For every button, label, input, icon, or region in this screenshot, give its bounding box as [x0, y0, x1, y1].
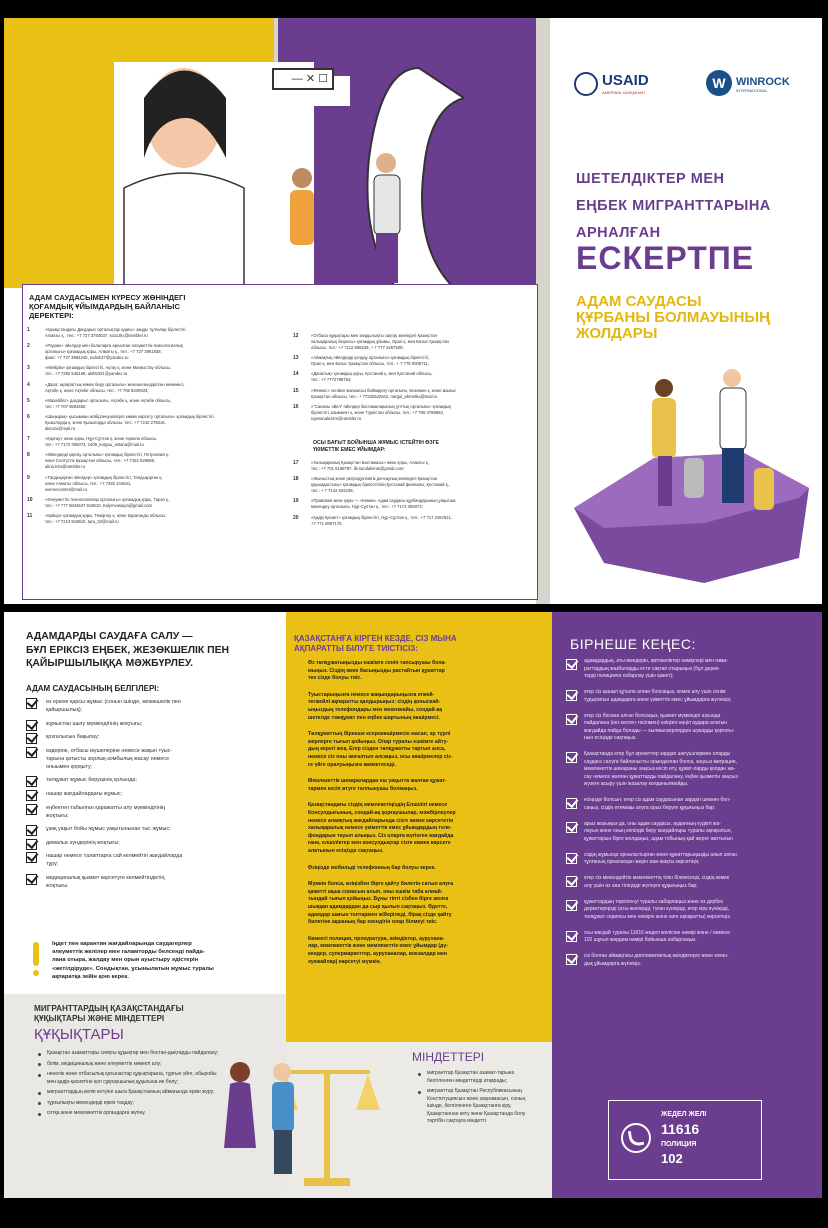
org-line: және Солтүстік Қазақстан облысы, тел.: +7 7152 529886, [45, 458, 156, 464]
ngo-title-line: ОСЫ БАҒЫТ БОЙЫНША ЖҰМЫС ІСТЕЙТІН ӨЗГЕ [313, 440, 439, 446]
org-number: 18 [293, 476, 299, 483]
tips-title: БІРНЕШЕ КЕҢЕС: [570, 636, 696, 652]
rights-list [38, 1050, 226, 1121]
paragraph-line: әуежайлар) көрсетуі мүмкін. [308, 958, 382, 965]
org-line: «Шаңырақ» қысымнан жәбірленушілерге көмек көрсету орталығы» қоғамдық бірлестігі, [45, 414, 215, 419]
org-line: және Алматы облысы, тел.: +7 7282 244631, [45, 480, 132, 486]
middle-title-line: ҚАЗАҚСТАНҒА КІРГЕН КЕЗДЕ, СІЗ МЫНА [294, 634, 457, 643]
sign-text [46, 747, 172, 771]
org-text [311, 355, 429, 367]
org-line: ngosanaleszm@rambler.ru [311, 415, 362, 421]
paragraph-line: Көмекті полиция, прокуратура, әкімдіктер, аурухана- [308, 935, 445, 942]
tip-line: саңыз, сіздің өтемақы алуға арыз беруге құқығыңыз бар; [584, 804, 716, 811]
paragraph-line: тегжейлі ақпаратты қалдырыңыз: сіздің қоныскай- [308, 699, 441, 706]
org-text [45, 436, 157, 448]
paragraph-line: ыңыздың телефондары мен мекенжайы, сондай-ақ [308, 706, 442, 713]
checkbox-icon [566, 876, 577, 887]
checkbox-icon [26, 790, 37, 801]
sign-line: тарына қатысты зорлық-зомбылық жасау немесе [46, 755, 169, 762]
tip-line: лауын және оның кепілдік беру жағдайлары туралы ақпаратын, [584, 828, 732, 834]
main-title-line: БҰЛ ЕРІКСІЗ ЕҢБЕК, ЖЕЗӨКШЕЛІК ПЕН [26, 644, 230, 656]
org-line: халықаралық бюросы» қоғамдық ұйымы, Орал қ. мен Батыс Қазақстан [311, 339, 449, 344]
paragraph-line: шетелде тәжқұжат пен еңбек шартының көшірмесі. [308, 714, 440, 721]
org-text [311, 371, 433, 383]
winrock-logo [706, 70, 806, 100]
org-text [45, 382, 185, 394]
paragraph-line: Мемлекеттік шекаралардан еш уақытта жалған құжат- [308, 778, 447, 785]
sign-line: қозғалысын бақылау; [46, 734, 100, 741]
checkbox-icon [26, 852, 37, 863]
org-line: «Талдықорған әйелдер» қоғамдық бірлестігі, Талдықорған қ. [45, 474, 163, 480]
people-scales-illustration [204, 1050, 384, 1198]
paragraph-line: билетіне ақшаның бар екендігін олар білмеуі тиіс. [308, 919, 438, 926]
org-line: «Жыныстық және репродуктивтік денсаулық жөніндегі Қазақстан [311, 476, 438, 482]
paragraph-line: адамдар шағын топтармен жіберіледі, бірақ сізде қайту [308, 911, 452, 918]
tip-line: деректеріңізді (аты-жөніңізді, туған күніңізді, егер кіру күніңізді, [584, 906, 730, 912]
checkbox-icon [566, 752, 577, 763]
org-line: тел.: +7 7172 306073, 1409_korgau_astana@mail.ru [45, 442, 144, 448]
main-title [26, 630, 229, 671]
winrock-subtitle: INTERNATIONAL [736, 88, 768, 93]
tip-line: пайдалана (кез келген тәсілмен) өзіңізге көңіл аудара алатын [584, 720, 728, 726]
subtitle-line: АДАМ САУДАСЫ [576, 293, 702, 310]
checkbox-icon [566, 853, 577, 864]
tip-text [584, 713, 734, 743]
checkbox-icon [26, 874, 37, 885]
tip-line: жүзеге асыру үшін жазалау колданылмайды. [584, 781, 689, 787]
warning-line: Іңдет пен карантин жағдайларында саудагерлер [52, 941, 192, 947]
tip-line: егер сіз қашып құтыла алған болсаңыз, кемек алу үшін сенім [584, 689, 726, 695]
list-item: білім, медициналық және әлеуметтік көмекті алу; [38, 1061, 226, 1069]
checkbox-icon [566, 714, 577, 725]
sign-line: медициналық қызмет көрсетуге келмейтіндіктің [46, 875, 165, 881]
org-line: «Аймақтық әйелдерді қолдау орталығы» қоғамдық бірлестігі, [311, 355, 430, 361]
sign-text [46, 698, 181, 714]
org-number: 19 [293, 498, 299, 505]
headline-line: ШЕТЕЛДІКТЕР МЕН [576, 171, 725, 187]
middle-title-line: АҚПАРАТТЫ БІЛУГЕ ТИІСТІСІЗ: [294, 643, 418, 653]
paragraph-line: тек сізде болуы тиіс. [308, 675, 362, 682]
paragraph-line: лар, мемлекеттік және мемлекеттік емес ұйымдар (дү- [308, 943, 448, 950]
exclamation-icon [30, 942, 42, 978]
org-line: alina.trim@rambler.ru [45, 464, 86, 470]
tip-line: дық ұйымдарға жүгініңіз. [584, 960, 642, 967]
warning-line: «жетілдіруде». Сондықтан, ұсынылатын жұмыс туралы [52, 965, 214, 972]
org-text [45, 414, 215, 432]
sign-line: демалыс күндерінің жоқтығы; [46, 839, 120, 846]
tip-line: мемлекеттік шекараны заңсыз кесіп өту, құжат-ларды қолдан жа- [584, 766, 736, 772]
contacts-title-line: ҚОҒАМДЫҚ ҰЙЫМДАРДЫҢ БАЙЛАНЫС [29, 302, 180, 311]
tip-text [584, 930, 730, 945]
org-number: 10 [27, 496, 33, 503]
paragraph-line: қажетті ақша сомасын алып, оны ешкім таба алмай- [308, 888, 443, 895]
paragraph-line: ге үйге оралуыңызға көмектеседі. [308, 761, 396, 768]
tip-text [584, 821, 733, 844]
main-title-line: ҚАЙЫРШЫЛЫҚҚА МӘЖБҮРЛЕУ. [26, 658, 193, 669]
org-number: 2 [27, 343, 30, 350]
org-text [45, 497, 170, 509]
org-line: «"Саналы әйел" әйелдер бастамаларының ұлттық орталығы» қоғамдық [311, 403, 451, 409]
sign-text [46, 852, 182, 868]
org-text [311, 476, 450, 494]
org-number: 5 [27, 397, 30, 404]
paragraph-line: Мүмкін болса, өзіңізбен бірге қайту билетін сатып алуға [308, 881, 454, 888]
sign-text [46, 874, 164, 890]
org-line: облысы, тел.: +7 7112 508229, + 7 777 2467500; [311, 345, 404, 350]
rights-heading-line: МИГРАНТТАРДЫҢ ҚАЗАҚСТАНДАҒЫ [34, 1004, 184, 1013]
org-number: 20 [293, 514, 299, 521]
org-line: «Родник» әйелдер мен балаларға арналған әлеуметтік-психологиялық [45, 343, 183, 349]
sign-text [46, 720, 142, 728]
paragraph-line: фондарын тауып алыңыз. Сіз оларға жүгінген жағдайда [308, 832, 454, 839]
paragraph-line: ғана, елшіліктер мен консулдықтар сізге көмек көрсете [308, 840, 451, 847]
rights-heading [34, 1004, 184, 1024]
contacts-title [29, 293, 185, 320]
info-paragraph [308, 865, 436, 873]
list-item: мигранттар Қазақстан Республикасының Конституциясын және заңнамасын, соның ішінде, белгіленген Қазақстанға кіру, Қазақстаннан кету және Қазақстанда болу тәртібін сақтауға міндетті. [418, 1088, 540, 1126]
tip-line: адамдардың, аты-жөндерін, автокөліктер нөмірлері мен ғима- [584, 658, 728, 664]
cover-subtitle [576, 294, 770, 342]
usaid-subtitle: АМЕРИКА ХАЛҚЫНАН [602, 90, 645, 95]
ngo-title [313, 440, 439, 454]
org-line: Ақтөбе қ. және Ақтөбе облысы, тел.: +7 705 8200933; [45, 387, 149, 393]
sign-line: қайыршылық); [46, 707, 83, 713]
checkbox-icon [566, 900, 577, 911]
org-number: 1 [27, 327, 30, 333]
org-number: 15 [293, 387, 299, 394]
duties-list [418, 1070, 540, 1129]
org-line: «Отбасы құқықтары мен заңдылықты сақтау жөніндегі Қазақстан [311, 333, 437, 338]
tip-text [584, 797, 731, 812]
hotline-number: 11616 [661, 1121, 700, 1137]
checkbox-icon [26, 825, 37, 836]
tip-line: құжаттардың тәркіленуі туралы хабарлаңыз және өз дербес [584, 898, 724, 905]
brochure-inner-side [4, 612, 822, 1198]
sign-text [46, 733, 99, 741]
org-line: Орал қ. мен Батыс Қазақстан облысы, тел.: + 7 778 0008711; [311, 361, 429, 367]
winrock-wordmark: WINROCK [736, 76, 790, 88]
org-line: «Қадір Қасиет» қоғамдық бірлестігі, Нұр-Сұлтан қ., тел.: +7 717 2457621, [311, 514, 453, 520]
tip-line: сау немесе жалған құжаттарды пайдалану, еңбек қызметін заңсыз [584, 773, 738, 780]
tip-line: тудыратын адамдарға және үкіметтік емес ұйымдарға жүгініңіз; [584, 696, 732, 703]
cover-title: ЕСКЕРТПЕ [576, 240, 755, 276]
tip-line: жағдайда пайда болады — кылмыскерлерден шукарды қорғаты- [584, 727, 735, 734]
org-number: 13 [293, 355, 299, 362]
sign-line: нашар немесе талаптарға сай келмейтін жағдайларда [46, 853, 183, 860]
tip-text [584, 689, 731, 704]
tip-text [584, 658, 728, 681]
headline-line: АРНАЛҒАН [576, 225, 661, 241]
police-label: ПОЛИЦИЯ [661, 1141, 697, 1148]
org-number: 9 [27, 474, 30, 481]
org-line: «Мейірім» қоғамдық бірлестігі, Ақтау қ. және Маңғыстау облысы, [45, 365, 172, 371]
signs-title: АДАМ САУДАСЫНЫҢ БЕЛГІЛЕРІ: [26, 684, 160, 693]
org-text [311, 498, 456, 510]
org-number: 4 [27, 381, 30, 388]
org-number: 6 [27, 414, 30, 420]
rights-title: ҚҰҚЫҚТАРЫ [34, 1026, 124, 1043]
org-line: «Махаббат» дағдарыс орталығы, Ақтөбе қ. және Ақтөбе облысы, [45, 397, 172, 403]
org-number: 17 [293, 460, 299, 466]
checkbox-icon [26, 720, 37, 731]
paragraph-line: немесе сіз оны жоғалтып алсаңыз, осы көшірмелер сіз- [308, 753, 453, 760]
usaid-seal-icon [574, 72, 598, 96]
org-line: +7 771 9997170. [311, 520, 343, 526]
headline-line: ЕҢБЕК МИГРАНТТАРЫНА [576, 198, 771, 214]
org-line: «Феникс» сенімге жағымсыз бейімделу орталығы, Өскемен қ. және Шығыс [311, 387, 457, 393]
paragraph-line: Қазақстандағы сіздің мемлекетіңіздің Елшілігі немесе [308, 802, 448, 809]
org-line: «Әйелдерді қорғау орталығы» қоғамдық бірлестігі, Петропавл қ. [45, 452, 170, 458]
org-number: 16 [293, 403, 299, 410]
rights-heading-line: ҚҰҚЫҚТАРЫ ЖӘНЕ МІНДЕТТЕРІ [34, 1014, 165, 1023]
hotline-label: ЖЕДЕЛ ЖЕЛІ [661, 1111, 707, 1118]
paragraph-line: алатынын есіңізде сақтаңыз. [308, 847, 384, 854]
org-number: 11 [27, 513, 33, 519]
list-item: Қазақстан азаматтары сияқты құқықтар мен бостан-дықтарды пайдалану; [38, 1050, 226, 1058]
tip-line: терді полицияға хабарлау үшін қажет); [584, 673, 674, 679]
checkbox-icon [566, 690, 577, 701]
tip-text [584, 899, 731, 922]
contacts-title-line: ДЕРЕКТЕРІ: [29, 311, 74, 320]
tip-line: құжаттарын бірге жолдаңыз, адам тобының қай жерге жаттығын [584, 835, 733, 842]
warning-text [52, 940, 214, 981]
tip-line: Қазақстанда егер бұл әрекеттер зардап шегушілермен оларды [584, 751, 731, 757]
sign-text [46, 790, 122, 798]
hotline-box [608, 1100, 762, 1180]
paragraph-line: тындай тығып қойыңыз. Бұны тіпті сізбен бірге жолға [308, 896, 449, 903]
sign-line: өздеріне, отбасы мүшелеріне немесе жақын туыс- [46, 747, 173, 754]
info-paragraph [308, 731, 452, 769]
tip-line: сіздің жұмысқа орналастырған және құжаттарыңызды алып алған [584, 851, 737, 858]
list-item: мигранттардың келіп кетуіне шыға Қазақстанның аймағында еркін жүру; [38, 1089, 226, 1097]
org-line: womencenter@mail.ru [45, 486, 87, 492]
list-item: ненелік және отбасылық қатынастар құқықтарына, тұрғын үйге, абыройы мен қадір-қасиетіне қол сұқпаушылық құқығына ие болу; [38, 1071, 226, 1086]
cover-headline [576, 166, 771, 247]
org-number: 8 [27, 452, 30, 459]
list-item: мигранттар Қазақстан азамат-тарына белгіленген міндеттерді атқарады; [418, 1070, 540, 1085]
sign-line: жоқтығы. [46, 883, 69, 889]
middle-title [294, 634, 457, 653]
phone-icon [621, 1123, 651, 1153]
usaid-logo [574, 70, 664, 100]
info-paragraph [308, 881, 453, 927]
org-line: Қызылорда қ. және Қызылорда облысы, тел.: +7 7242 278316, [45, 420, 166, 425]
org-line: «Даналық» қоғамдық қоры, Қостанай қ. мен Қостанай облысы, [311, 371, 433, 377]
checkbox-icon [26, 839, 37, 850]
usaid-wordmark: USAID [602, 72, 649, 89]
tip-line: тұлғаның орналасқан жерін жан-жақты көрсетіңіз; [584, 859, 700, 865]
list-item: тұрғылықты мекендерді еркін таңдау; [38, 1100, 226, 1108]
info-paragraph [308, 778, 446, 793]
org-line: «Правовая жеке қоры — «Кемек» Адам саудасы құрбандарының уақытша [311, 498, 456, 504]
org-number: 3 [27, 365, 30, 372]
paragraph-line: Туыстарыңызға немесе жақындарыңызға егжей- [308, 691, 435, 698]
tip-text [584, 953, 729, 968]
checkbox-icon [26, 698, 37, 709]
info-paragraph [308, 660, 446, 683]
org-line: тел.: +7 707 9863460; [45, 403, 87, 409]
org-line: «Халықаралық Қазақстан Бастамасы» жеке қоры, Алматы қ., [311, 460, 430, 465]
warning-line: лана отыра, жалдау мен орын ауыстыру әдістерін [52, 957, 199, 964]
org-line: «Қазақстандағы Дағдарыс орталықтар одағы» заңды тұлғалар бірлестігі. [45, 327, 187, 332]
checkbox-icon [566, 954, 577, 965]
subtitle-line: ЖОЛДАРЫ [576, 325, 658, 342]
sign-line: нашар жағдайлардағы жұмыс; [46, 791, 123, 797]
sign-text [46, 776, 137, 784]
checkbox-icon [26, 804, 37, 815]
tip-line: алу үшін өз ана тіліңізде жүгінуге құқығыңыз бар; [584, 882, 698, 889]
paragraph-line: жерлерге тығып қойыңыз. Олар туралы ешкімге айту- [308, 738, 449, 745]
brochure-outer-side [4, 18, 822, 604]
sign-text [46, 839, 120, 847]
checkbox-icon [26, 747, 37, 758]
checkbox-icon [566, 931, 577, 942]
subtitle-line: ҚҰРБАНЫ БОЛМАУЫНЫҢ [576, 309, 770, 326]
org-number: 12 [293, 333, 299, 339]
sign-text [46, 804, 165, 820]
paragraph-line: Консулдығының, сондай-ақ қорғаушылар, мәжбірлеулер [308, 809, 456, 816]
org-text [45, 475, 162, 493]
sign-line: жұмыстан шығу мүмкіндігінің жоқтығы; [46, 720, 143, 727]
org-line: тел.: +7 7772788754; [311, 377, 352, 383]
org-line: тел.: + 7 7142 532235; [311, 488, 354, 494]
winrock-w-icon: W [706, 70, 732, 96]
map-travelers-illustration [564, 358, 814, 588]
paragraph-line: тармен кесіп өтуге талпынушы болмаңыз. [308, 785, 418, 792]
warning-line: әлеуметтік желілер мен галамторды белсенді пайда- [52, 949, 205, 956]
tip-line: егер сіз мекендейтін мемлекеттің тілін білмесеңіз, сіздің көмек [584, 875, 730, 881]
paragraph-line: Төлқұжаттың бірнеше ксерокөшірмесін жасап, әр түрлі [308, 731, 451, 738]
checkbox-icon [26, 776, 37, 787]
call-center-illustration [24, 38, 464, 288]
sign-line: оныымен қорқыту; [46, 763, 93, 770]
org-line: «Әлеуметтік технологиялар орталығы» қоғамдық қоры, Тараз қ., [45, 496, 171, 502]
org-line: бірлестігі, Шымкент қ. және Түркістан облысы, тел.: +7 708 4789663, [311, 409, 444, 415]
tip-text [584, 852, 737, 867]
tip-line: төлқұжат сериясы мен нөмірін және өзге ақпаратты) көрсетіңіз. [584, 913, 731, 920]
paragraph-line: шыққан адамдардан да сыр қылып сақтаңыз. Әдетте, [308, 903, 448, 910]
org-line: тел.: +7 701 5168787, ilk.sundalients@gmail.com; [311, 466, 405, 471]
info-paragraph [308, 802, 456, 855]
org-line: «Қайыр» қоғамдық қоры, Теміртау қ. және Қарағанды облысы, [45, 513, 167, 518]
org-text [45, 343, 183, 361]
tip-line: осы жағдай туралы 11616 жедел желісіне нөмірі және / немесе [584, 929, 730, 936]
paragraph-line: немесе алаяқтық жағдайларында сізге көмек көрсететін [308, 817, 454, 824]
org-text [311, 388, 456, 400]
sign-line: төлқұжат жұмыс берушінің қолында; [46, 777, 137, 784]
sign-text [46, 825, 171, 833]
org-line: «Дара: ақпараттық көмек беру орталығы» жекешелендірілген мекемесі, [45, 381, 185, 387]
sign-line: жоқтығы; [46, 812, 69, 819]
tip-text [584, 875, 729, 890]
sign-line: тұру; [46, 861, 59, 868]
checkbox-icon [566, 798, 577, 809]
sign-line: ұзақ уақыт бойы жұмыс уақытынынан тыс жұмыс; [46, 826, 171, 833]
tip-line: есіңізде болсын: егер сіз адам саудасынан зардап шеккен бол- [584, 797, 731, 803]
org-text [45, 398, 171, 410]
tip-line: раттардың жазбаларды есте сақтап отырыңыз (бұл дерек- [584, 665, 720, 672]
contacts-box [22, 284, 538, 600]
contacts-title-line: АДАМ САУДАСЫМЕН КҮРЕСУ ЖӨНІНДЕГІ [29, 293, 186, 302]
org-text [311, 333, 449, 351]
org-line: қауымдастығы» қоғамдық бірлестігінің Қостанай филиалы, Қостанай қ., [311, 482, 450, 488]
main-title-line: АДАМДАРДЫ САУДАҒА САЛУ — [26, 631, 193, 642]
org-line: aksuzu@mail.ru [45, 426, 76, 431]
org-text [311, 460, 430, 472]
org-line: мекендеу орталығы, Нұр-Сұлтан қ., тел.: +7 7172 306073; [311, 504, 423, 510]
paragraph-line: дың керегі жоқ. Егер сізден төлқұжатты тартып алса, [308, 746, 446, 753]
tip-line: саудаға салуға байланысты орындалған болса, заңсыз миграция, [584, 758, 737, 765]
org-number: 7 [27, 436, 30, 443]
paragraph-line: Өз төлқұжатыңызды ешкімге сеніп тапсырушы бола- [308, 660, 447, 666]
list-item: сотқа және мемлекеттік органдарға жүгіну. [38, 1110, 226, 1118]
org-line: Қазақстан облысы, тел.: + 77232522942, nargul_ahmetka@mail.ru [311, 393, 438, 399]
tip-line: сіз болған аймақтағы дипломатиялық өкілдіктерге және коған- [584, 953, 729, 959]
tip-line: нын есіңізде сақтаңыз. [584, 735, 637, 741]
sign-line: өз еркіне қарсы жұмыс (сонын ішінде, жезөкшелік пен [46, 699, 181, 705]
ngo-title-line: ҮКІМЕТТІК ЕМЕС ҰЙЫМДАР: [313, 447, 386, 453]
checkbox-icon [566, 659, 577, 670]
paragraph-line: мыңыз. Сіздің жеке басыңызды растайтын құжаттар [308, 667, 445, 674]
org-text [45, 365, 171, 377]
info-paragraph [308, 692, 442, 722]
org-text [311, 404, 451, 422]
org-text [45, 513, 166, 525]
org-line: тел.: +7 777 6844647 919610, Kalymvasaiya@gmail.com [45, 502, 153, 508]
org-text [311, 515, 452, 527]
info-paragraph [308, 936, 448, 966]
org-line: Алматы қ., тел.: +7 727 3764037, sozuzkc@rambler.ru [45, 333, 148, 338]
org-text [45, 327, 187, 339]
org-line: факс: +7 727 3964240, rodnik27@yandex.ru [45, 355, 129, 361]
checkbox-icon [566, 822, 577, 833]
checkbox-icon [26, 733, 37, 744]
duties-title: МІНДЕТТЕРІ [412, 1050, 485, 1064]
warning-line: ақпаратқа зейін қою керек. [52, 973, 129, 980]
paragraph-line: Өзіңізде мобильді телефонның бар болуы керек. [308, 864, 436, 871]
org-line: «Қорғау» жеке қоры, Нұр-Сұлтан қ. және Ақмола облысы, [45, 436, 158, 442]
tip-text [584, 751, 738, 789]
window-controls: — ✕ ☐ [272, 68, 334, 90]
tip-line: егер сіз босана алған болсаңыз, қызмет мүмкіндігі шуында [584, 712, 721, 719]
tip-line: арыз жазыңыз да, оны адам саудасы, ауданның күдікті жа- [584, 820, 721, 827]
tip-line: 102 шұғыл жәрдем нөмірі бойынша хабарлаңыз. [584, 937, 697, 943]
paragraph-line: халықаралық немесе үкіметтік емес ұйымдардың теле- [308, 825, 452, 832]
org-line: тел.: +7 7213 919610, tara_32@mail.ru [45, 519, 119, 524]
sign-line: еңбектен табылған қаражатты алу мүмкіндігінің [46, 804, 166, 811]
org-line: орталығы» қоғамдық қоры, Алматы қ., тел.: +7 727 3961938, [45, 349, 162, 355]
paragraph-line: кендер, супермаркеттер, ауруханалар, вокзалдар мен [308, 950, 447, 957]
org-text [45, 452, 169, 470]
org-number: 14 [293, 371, 299, 378]
org-line: тел.: +7 7292 545168, alsh5331@yandex.ru [45, 371, 128, 377]
police-number: 102 [661, 1151, 683, 1166]
